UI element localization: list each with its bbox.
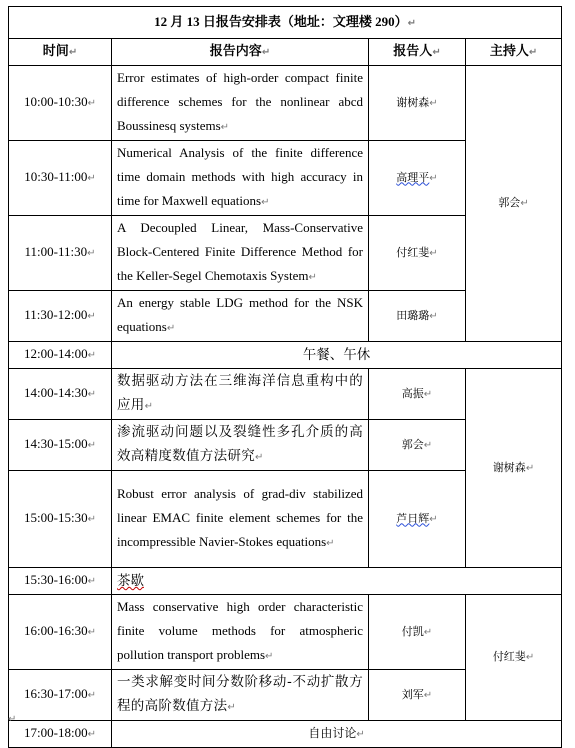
session-speaker-text: 高理平 bbox=[396, 170, 430, 184]
paragraph-mark: ↵ bbox=[356, 729, 365, 740]
session-topic bbox=[112, 216, 369, 291]
session-speaker-text: 芦日辉 bbox=[396, 511, 430, 525]
session-time bbox=[9, 141, 112, 216]
header-host-label: 主持人 bbox=[489, 43, 529, 58]
session-time-text: 15:00-15:30 bbox=[24, 510, 88, 525]
paragraph-mark: ↵ bbox=[429, 310, 438, 322]
session-time bbox=[9, 66, 112, 141]
paragraph-mark: ↵ bbox=[8, 714, 17, 725]
session-time bbox=[9, 670, 112, 721]
schedule-page bbox=[8, 6, 561, 748]
header-row bbox=[9, 39, 562, 66]
session-topic bbox=[112, 66, 369, 141]
session-time bbox=[9, 420, 112, 471]
break-row bbox=[9, 721, 562, 748]
session-topic bbox=[112, 420, 369, 471]
break-time-text: 12:00-14:00 bbox=[24, 346, 88, 361]
session-speaker bbox=[369, 141, 466, 216]
paragraph-mark: ↵ bbox=[423, 439, 433, 451]
paragraph-mark: ↵ bbox=[528, 47, 538, 58]
paragraph-mark: ↵ bbox=[144, 401, 154, 412]
paragraph-mark: ↵ bbox=[68, 47, 78, 58]
session-speaker-text: 高振 bbox=[401, 386, 424, 400]
header-content bbox=[112, 39, 369, 66]
session-topic-text: Numerical Analysis of the finite difference time domain methods with high accuracy in time for Maxwell equations bbox=[117, 145, 363, 208]
session-topic-text: Mass conservative high order characteristic finite volume methods for atmospheric pollution transport problems bbox=[117, 599, 363, 662]
session-topic bbox=[112, 291, 369, 342]
session-speaker bbox=[369, 420, 466, 471]
session-topic-text: A Decoupled Linear, Mass-Conservative Block-Centered Finite Difference Method for the Keller-Segel Chemotaxis System bbox=[117, 220, 363, 283]
paragraph-mark: ↵ bbox=[87, 248, 96, 259]
paragraph-mark: ↵ bbox=[87, 690, 96, 701]
paragraph-mark: ↵ bbox=[220, 122, 230, 133]
header-host bbox=[466, 39, 562, 66]
break-label bbox=[112, 568, 562, 595]
session-time-text: 11:30-12:00 bbox=[24, 307, 88, 322]
session-speaker bbox=[369, 670, 466, 721]
paragraph-mark: ↵ bbox=[87, 440, 96, 451]
paragraph-mark: ↵ bbox=[87, 311, 96, 322]
session-speaker-text: 付红斐 bbox=[396, 245, 430, 259]
session-topic-text: Error estimates of high-order compact finite difference schemes for the nonlinear abcd Boussinesq systems bbox=[117, 70, 363, 133]
session-time-text: 10:00-10:30 bbox=[24, 94, 88, 109]
paragraph-mark: ↵ bbox=[227, 702, 237, 713]
session-time-text: 10:30-11:00 bbox=[24, 169, 88, 184]
session-speaker bbox=[369, 369, 466, 420]
session-speaker bbox=[369, 216, 466, 291]
host-name: 郭会 bbox=[498, 196, 521, 209]
paragraph-mark: ↵ bbox=[308, 272, 317, 283]
break-label bbox=[112, 342, 562, 369]
paragraph-mark: ↵ bbox=[520, 198, 529, 209]
paragraph-mark: ↵ bbox=[326, 538, 335, 549]
paragraph-mark: ↵ bbox=[432, 47, 441, 58]
break-label bbox=[112, 721, 562, 748]
session-time bbox=[9, 216, 112, 291]
session-topic-text: 数据驱动方法在三维海洋信息重构中的应用 bbox=[117, 373, 363, 413]
table-row bbox=[9, 595, 562, 670]
break-label-text: 茶歇 bbox=[117, 573, 144, 589]
break-label-text: 自由讨论 bbox=[308, 726, 357, 740]
header-speaker bbox=[369, 39, 466, 66]
break-time-text: 17:00-18:00 bbox=[24, 725, 88, 740]
paragraph-mark: ↵ bbox=[423, 388, 433, 400]
session-speaker bbox=[369, 291, 466, 342]
break-time bbox=[9, 342, 112, 369]
paragraph-mark: ↵ bbox=[423, 689, 433, 701]
session-speaker-text: 付凯 bbox=[401, 624, 424, 638]
session-speaker-text: 刘军 bbox=[401, 687, 424, 701]
paragraph-mark: ↵ bbox=[87, 98, 96, 109]
break-row bbox=[9, 342, 562, 369]
session-time-text: 16:00-16:30 bbox=[24, 623, 88, 638]
paragraph-mark: ↵ bbox=[255, 452, 264, 463]
session-topic-text: 渗流驱动问题以及裂缝性多孔介质的高效高精度数值方法研究 bbox=[117, 424, 363, 464]
session-topic-text: An energy stable LDG method for the NSK equations bbox=[117, 295, 363, 334]
paragraph-mark: ↵ bbox=[407, 17, 416, 29]
session-speaker-text: 谢树森 bbox=[396, 95, 430, 109]
session-time-text: 14:00-14:30 bbox=[24, 385, 88, 400]
host-cell-afternoon bbox=[466, 369, 562, 568]
header-content-label: 报告内容 bbox=[209, 43, 262, 58]
session-speaker-text: 郭会 bbox=[401, 437, 424, 451]
session-speaker-text: 田璐璐 bbox=[396, 308, 430, 322]
paragraph-mark: ↵ bbox=[429, 247, 438, 259]
paragraph-mark: ↵ bbox=[261, 47, 271, 58]
paragraph-mark: ↵ bbox=[429, 172, 438, 184]
session-speaker bbox=[369, 66, 466, 141]
session-topic bbox=[112, 369, 369, 420]
title-row bbox=[9, 7, 562, 39]
session-speaker bbox=[369, 595, 466, 670]
paragraph-mark: ↵ bbox=[525, 462, 535, 474]
paragraph-mark: ↵ bbox=[87, 389, 96, 400]
session-time bbox=[9, 595, 112, 670]
paragraph-mark: ↵ bbox=[423, 626, 433, 638]
table-row bbox=[9, 369, 562, 420]
paragraph-mark: ↵ bbox=[429, 97, 438, 109]
paragraph-mark: ↵ bbox=[87, 627, 96, 638]
host-name: 谢树森 bbox=[492, 460, 526, 474]
session-topic bbox=[112, 670, 369, 721]
paragraph-mark: ↵ bbox=[525, 652, 535, 663]
paragraph-mark: ↵ bbox=[87, 173, 96, 184]
break-time bbox=[9, 568, 112, 595]
break-time bbox=[9, 721, 112, 748]
session-time bbox=[9, 471, 112, 568]
paragraph-mark: ↵ bbox=[265, 651, 274, 662]
table-row bbox=[9, 66, 562, 141]
header-speaker-label: 报告人 bbox=[393, 43, 433, 58]
paragraph-mark: ↵ bbox=[87, 729, 96, 740]
paragraph-mark: ↵ bbox=[87, 514, 96, 525]
host-cell-late bbox=[466, 595, 562, 721]
paragraph-mark: ↵ bbox=[166, 323, 176, 334]
paragraph-mark: ↵ bbox=[261, 197, 270, 208]
paragraph-mark: ↵ bbox=[87, 576, 96, 587]
host-cell-morning bbox=[466, 66, 562, 342]
break-row bbox=[9, 568, 562, 595]
paragraph-mark: ↵ bbox=[429, 513, 438, 525]
session-time bbox=[9, 291, 112, 342]
header-time bbox=[9, 39, 112, 66]
break-time-text: 15:30-16:00 bbox=[24, 572, 88, 587]
session-time bbox=[9, 369, 112, 420]
schedule-table bbox=[8, 6, 562, 748]
host-name: 付红斐 bbox=[492, 650, 526, 663]
session-topic bbox=[112, 595, 369, 670]
break-label-text: 午餐、午休 bbox=[302, 347, 371, 363]
session-topic-text: Robust error analysis of grad-div stabilized linear EMAC finite element schemes for the incompressible Navier-Stokes equations bbox=[117, 486, 363, 549]
session-topic bbox=[112, 471, 369, 568]
session-speaker bbox=[369, 471, 466, 568]
table-title bbox=[9, 7, 562, 39]
session-topic bbox=[112, 141, 369, 216]
header-time-label: 时间 bbox=[42, 43, 69, 58]
session-time-text: 14:30-15:00 bbox=[24, 436, 88, 451]
session-time-text: 11:00-11:30 bbox=[24, 244, 88, 259]
table-title-text: 12 月 13 日报告安排表（地址：文理楼 290） bbox=[154, 13, 408, 29]
session-topic-text: 一类求解变时间分数阶移动-不动扩散方程的高阶数值方法 bbox=[117, 674, 363, 714]
session-time-text: 16:30-17:00 bbox=[24, 686, 88, 701]
paragraph-mark: ↵ bbox=[87, 350, 96, 361]
